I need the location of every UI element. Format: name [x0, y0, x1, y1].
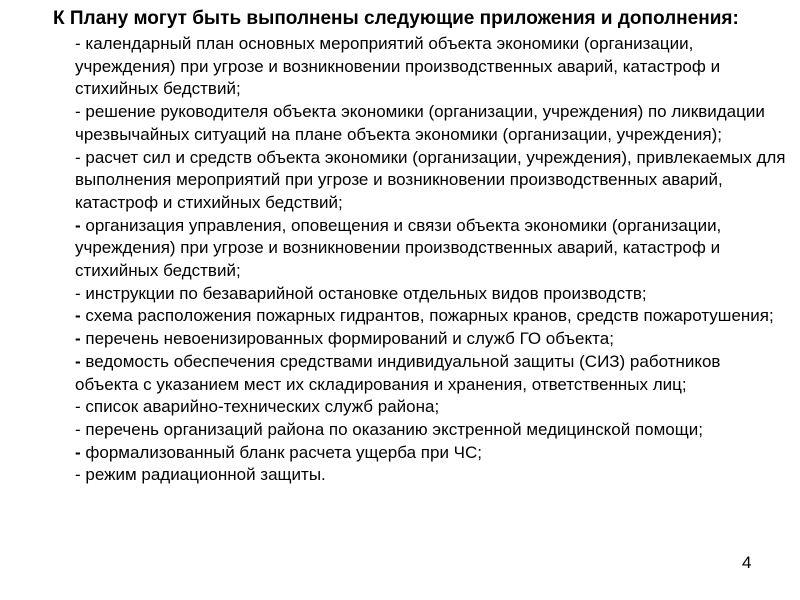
list-item — [75, 305, 787, 328]
item-dash: - — [75, 397, 81, 417]
list-item — [75, 464, 787, 487]
list-item — [75, 33, 787, 101]
item-text: перечень организаций района по оказанию экстренной медицинской помощи; — [80, 419, 703, 439]
item-text: режим радиационной защиты. — [80, 465, 326, 485]
list-item — [75, 351, 787, 396]
appendix-list — [75, 33, 787, 487]
item-dash: - — [75, 215, 81, 235]
page-number: 4 — [742, 553, 752, 572]
item-dash: - — [75, 34, 81, 53]
item-text: формализованный бланк расчета ущерба при ЧС; — [80, 442, 482, 462]
list-item — [75, 396, 787, 419]
item-dash: - — [75, 465, 81, 485]
item-dash: - — [75, 351, 81, 371]
item-dash: - — [75, 306, 81, 326]
list-item — [75, 101, 787, 146]
item-text: расчет сил и средств объекта экономики (организации, учреждения), привлекаемых для выполнения мероприятий при угрозе и возникновении производственных аварий, катастроф и стихийных бедствий; — [75, 147, 786, 212]
item-text: календарный план основных мероприятий объекта экономики (организации, учреждения) при угрозе и возникновении производственных аварий, катастроф и стихийных бедствий; — [75, 34, 721, 99]
item-text: ведомость обеспечения средствами индивидуальной защиты (СИЗ) работников объекта с указанием мест их складирования и хранения, ответственных лиц; — [75, 351, 721, 394]
item-dash: - — [75, 283, 81, 303]
item-dash: - — [75, 329, 81, 349]
list-item — [75, 419, 787, 442]
item-text: схема расположения пожарных гидрантов, пожарных кранов, средств пожаротушения; — [80, 306, 774, 326]
item-dash: - — [75, 442, 81, 462]
list-item — [75, 283, 787, 306]
item-dash: - — [75, 147, 81, 167]
item-dash: - — [75, 102, 81, 122]
item-dash: - — [75, 419, 81, 439]
item-text: список аварийно-технических служб района; — [80, 397, 440, 417]
item-text: перечень невоенизированных формирований и служб ГО объекта; — [80, 329, 614, 349]
slide-heading: К Плану могут быть выполнены следующие приложения и дополнения: — [53, 8, 739, 29]
list-item — [75, 328, 787, 351]
list-item — [75, 442, 787, 465]
item-text: инструкции по безаварийной остановке отдельных видов производств; — [80, 283, 647, 303]
item-text: организация управления, оповещения и связи объекта экономики (организации, учреждения) при угрозе и возникновении производственных аварий, катастроф и стихийных бедствий; — [75, 215, 722, 281]
list-item — [75, 215, 787, 283]
item-text: решение руководителя объекта экономики (организации, учреждения) по ликвидации чрезвычайных ситуаций на плане объекта экономики (организации, учреждения); — [75, 102, 765, 144]
list-item — [75, 147, 787, 215]
